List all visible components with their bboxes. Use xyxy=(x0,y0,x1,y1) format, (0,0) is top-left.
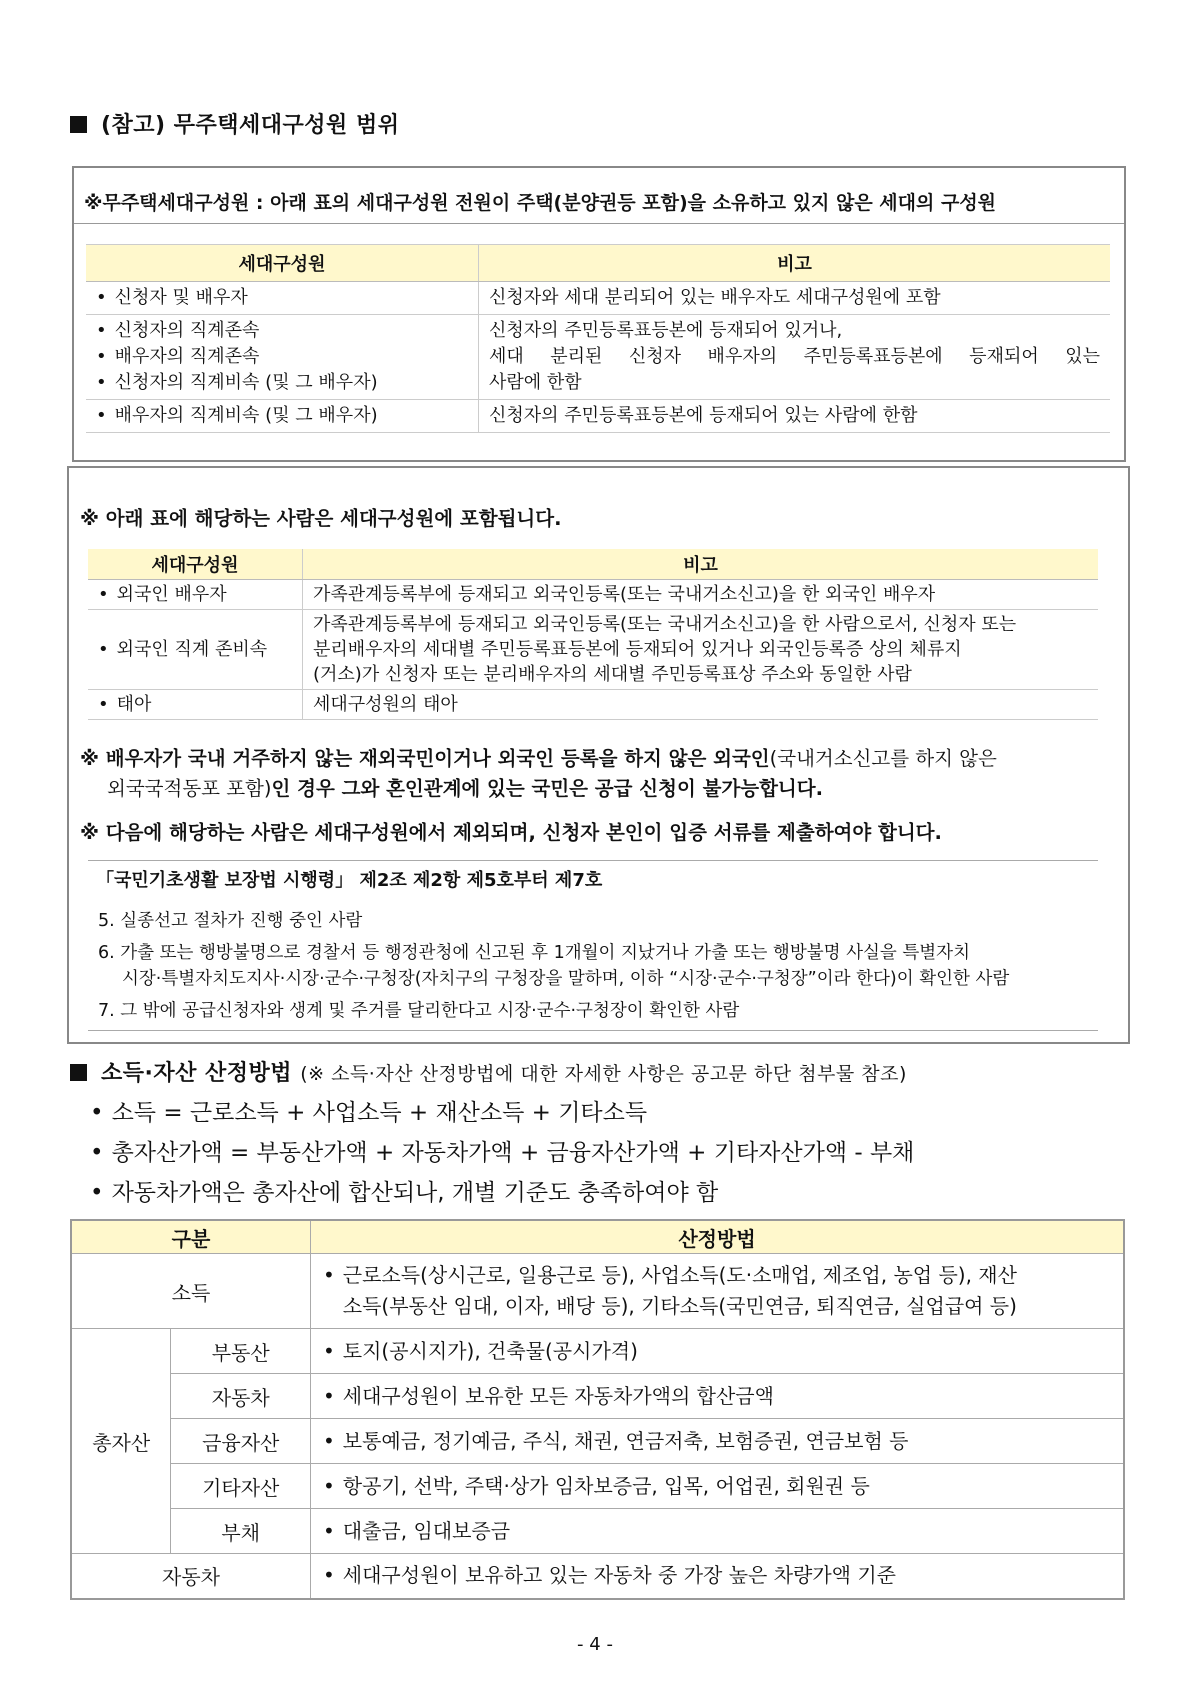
member-item: • 태아 xyxy=(98,694,151,715)
income-body: • 근로소득(상시근로, 일용근로 등), 사업소득(도·소매업, 제조업, 농업 등), 재산 소득(부동산 임대, 이자, 배당 등), 기타소득(국민연금, 퇴직연금, 실업급여 등) xyxy=(311,1254,1125,1329)
table-row xyxy=(71,1374,1124,1419)
table-header-row xyxy=(71,1220,1124,1254)
asset-sub-label: 부채 xyxy=(171,1509,311,1554)
body-line: • 항공기, 선박, 주택·상가 임차보증금, 입목, 어업권, 회원권 등 xyxy=(323,1474,870,1498)
member-item: • 신청자 및 배우자 xyxy=(96,285,468,311)
section-title: (참고) 무주택세대구성원 범위 xyxy=(101,113,400,138)
header-members: 세대구성원 xyxy=(88,549,303,580)
asset-body xyxy=(311,1329,1125,1374)
income-assets-table xyxy=(70,1219,1125,1600)
table-row xyxy=(71,1464,1124,1509)
asset-sub-label: 기타자산 xyxy=(171,1464,311,1509)
law-reference: 「국민기초생활 보장법 시행령」 제2조 제2항 제5호부터 제7호 xyxy=(96,870,603,891)
note-line: 세대 분리된 신청자 배우자의 주민등록표등본에 등재되어 있는 xyxy=(489,346,1100,367)
warning-text: (국내거소신고를 하지 않은 xyxy=(769,747,997,770)
table-row xyxy=(86,400,1110,433)
page-number: - 4 - xyxy=(577,1634,613,1655)
member-item: • 외국인 직계 존비속 xyxy=(98,639,267,660)
note-line: 사람에 한함 xyxy=(489,372,582,393)
included-members-intro: ※ 아래 표에 해당하는 사람은 세대구성원에 포함됩니다. xyxy=(80,507,562,530)
note-line: 신청자와 세대 분리되어 있는 배우자도 세대구성원에 포함 xyxy=(489,287,941,308)
note-line: 가족관계등록부에 등재되고 외국인등록(또는 국내거소신고)을 한 외국인 배우자 xyxy=(313,584,936,605)
square-bullet-icon xyxy=(70,116,87,133)
definition-text: ※무주택세대구성원 : 아래 표의 세대구성원 전원이 주택(분양권등 포함)을 소유하고 있지 않은 세대의 구성원 xyxy=(84,192,997,214)
header-note: 비고 xyxy=(479,245,1111,282)
member-item: • 외국인 배우자 xyxy=(98,584,227,605)
asset-body xyxy=(311,1464,1125,1509)
divider xyxy=(88,1030,1098,1031)
members-cell xyxy=(88,610,303,690)
table-row xyxy=(71,1554,1124,1599)
note-cell xyxy=(303,610,1099,690)
note-line: 가족관계등록부에 등재되고 외국인등록(또는 국내거소신고)을 한 사람으로서, 신청자 또는 xyxy=(313,614,1017,635)
note-line: (거소)가 신청자 또는 분리배우자의 세대별 주민등록표상 주소와 동일한 사람 xyxy=(313,664,912,685)
asset-sub-label: 자동차 xyxy=(171,1374,311,1419)
members-cell xyxy=(86,282,479,315)
table-row xyxy=(71,1329,1124,1374)
body-line: 근로소득(상시근로, 일용근로 등), 사업소득(도·소매업, 제조업, 농업 등), 재산 xyxy=(342,1263,1017,1287)
section-heading-homeless-members xyxy=(70,108,399,139)
note-cell xyxy=(479,400,1111,433)
table-row xyxy=(71,1254,1124,1329)
exclusion-item-5: 5. 실종선고 절차가 진행 중인 사람 xyxy=(98,911,363,931)
homeless-members-table xyxy=(86,244,1110,433)
section-note: (※ 소득·자산 산정방법에 대한 자세한 사항은 공고문 하단 첨부물 참조) xyxy=(300,1063,907,1085)
asset-sub-label: 금융자산 xyxy=(171,1419,311,1464)
asset-body xyxy=(311,1509,1125,1554)
income-label: 소득 xyxy=(71,1254,311,1329)
header-category: 구분 xyxy=(71,1220,311,1254)
header-members: 세대구성원 xyxy=(86,245,479,282)
table-row xyxy=(88,690,1098,720)
section-title: 소득·자산 산정방법 xyxy=(101,1061,293,1086)
table-row xyxy=(71,1419,1124,1464)
body-line: • 세대구성원이 보유한 모든 자동차가액의 합산금액 xyxy=(323,1384,774,1408)
members-cell xyxy=(86,400,479,433)
body-line: • 토지(공시지가), 건축물(공시가격) xyxy=(323,1339,638,1363)
member-item: • 신청자의 직계존속 xyxy=(96,318,468,344)
members-cell xyxy=(88,690,303,720)
body-line: • 대출금, 임대보증금 xyxy=(323,1519,510,1543)
divider xyxy=(74,223,1124,224)
asset-sub-label: 부동산 xyxy=(171,1329,311,1374)
table-row xyxy=(88,580,1098,610)
note-cell xyxy=(479,282,1111,315)
header-note: 비고 xyxy=(303,549,1099,580)
member-item: • 신청자의 직계비속 (및 그 배우자) xyxy=(96,370,468,396)
car-body xyxy=(311,1554,1125,1599)
excluded-members-intro: ※ 다음에 해당하는 사람은 세대구성원에서 제외되며, 신청자 본인이 입증 서류를 제출하여야 합니다. xyxy=(80,821,942,844)
car-value-note: • 자동차가액은 총자산에 합산되나, 개별 기준도 충족하여야 함 xyxy=(90,1174,718,1207)
included-members-table xyxy=(88,549,1098,720)
note-cell xyxy=(303,690,1099,720)
divider xyxy=(88,860,1098,861)
table-row xyxy=(71,1509,1124,1554)
exclusion-item-6-cont: 시장·특별자치도지사·시장·군수·구청장(자치구의 구청장을 말하며, 이하 “시장·군수·구청장”이라 한다)이 확인한 사람 xyxy=(122,969,1010,989)
table-header-row xyxy=(86,245,1110,282)
header-method: 산정방법 xyxy=(311,1220,1125,1254)
warning-text: 외국국적동포 포함) xyxy=(107,777,272,800)
note-cell xyxy=(479,315,1111,400)
section-heading-income-assets xyxy=(70,1056,907,1087)
members-cell xyxy=(88,580,303,610)
note-line: 신청자의 주민등록표등본에 등재되어 있는 사람에 한함 xyxy=(489,405,918,426)
table-header-row xyxy=(88,549,1098,580)
warning-bold-text: ※ 배우자가 국내 거주하지 않는 재외국민이거나 외국인 등록을 하지 않은 외국인 xyxy=(80,747,770,770)
note-line: 신청자의 주민등록표등본에 등재되어 있거나, xyxy=(489,320,843,341)
body-line: • 보통예금, 정기예금, 주식, 채권, 연금저축, 보험증권, 연금보험 등 xyxy=(323,1429,908,1453)
body-line: • 세대구성원이 보유하고 있는 자동차 중 가장 높은 차량가액 기준 xyxy=(323,1563,896,1587)
member-item: • 배우자의 직계존속 xyxy=(96,344,468,370)
table-row xyxy=(88,610,1098,690)
total-assets-label: 총자산 xyxy=(71,1329,171,1554)
table-row xyxy=(86,282,1110,315)
total-assets-formula: • 총자산가액 = 부동산가액 + 자동차가액 + 금융자산가액 + 기타자산가액 - 부채 xyxy=(90,1134,914,1167)
table-row xyxy=(86,315,1110,400)
member-item: • 배우자의 직계비속 (및 그 배우자) xyxy=(96,403,468,429)
asset-body xyxy=(311,1419,1125,1464)
exclusion-item-7: 7. 그 밖에 공급신청자와 생계 및 주거를 달리한다고 시장·군수·구청장이 확인한 사람 xyxy=(98,1001,740,1021)
note-line: 세대구성원의 태아 xyxy=(313,694,458,715)
members-cell xyxy=(86,315,479,400)
warning-bold-text: 인 경우 그와 혼인관계에 있는 국민은 공급 신청이 불가능합니다. xyxy=(271,777,823,800)
body-line: 소득(부동산 임대, 이자, 배당 등), 기타소득(국민연금, 퇴직연금, 실업급여 등) xyxy=(342,1294,1017,1318)
exclusion-item-6: 6. 가출 또는 행방불명으로 경찰서 등 행정관청에 신고된 후 1개월이 지났거나 가출 또는 행방불명 사실을 특별자치 xyxy=(98,943,970,963)
note-cell xyxy=(303,580,1099,610)
square-bullet-icon xyxy=(70,1064,87,1081)
foreign-spouse-warning xyxy=(80,744,1110,804)
car-label: 자동차 xyxy=(71,1554,311,1599)
note-line: 분리배우자의 세대별 주민등록표등본에 등재되어 있거나 외국인등록증 상의 체류지 xyxy=(313,639,962,660)
income-formula: • 소득 = 근로소득 + 사업소득 + 재산소득 + 기타소득 xyxy=(90,1094,647,1127)
asset-body xyxy=(311,1374,1125,1419)
